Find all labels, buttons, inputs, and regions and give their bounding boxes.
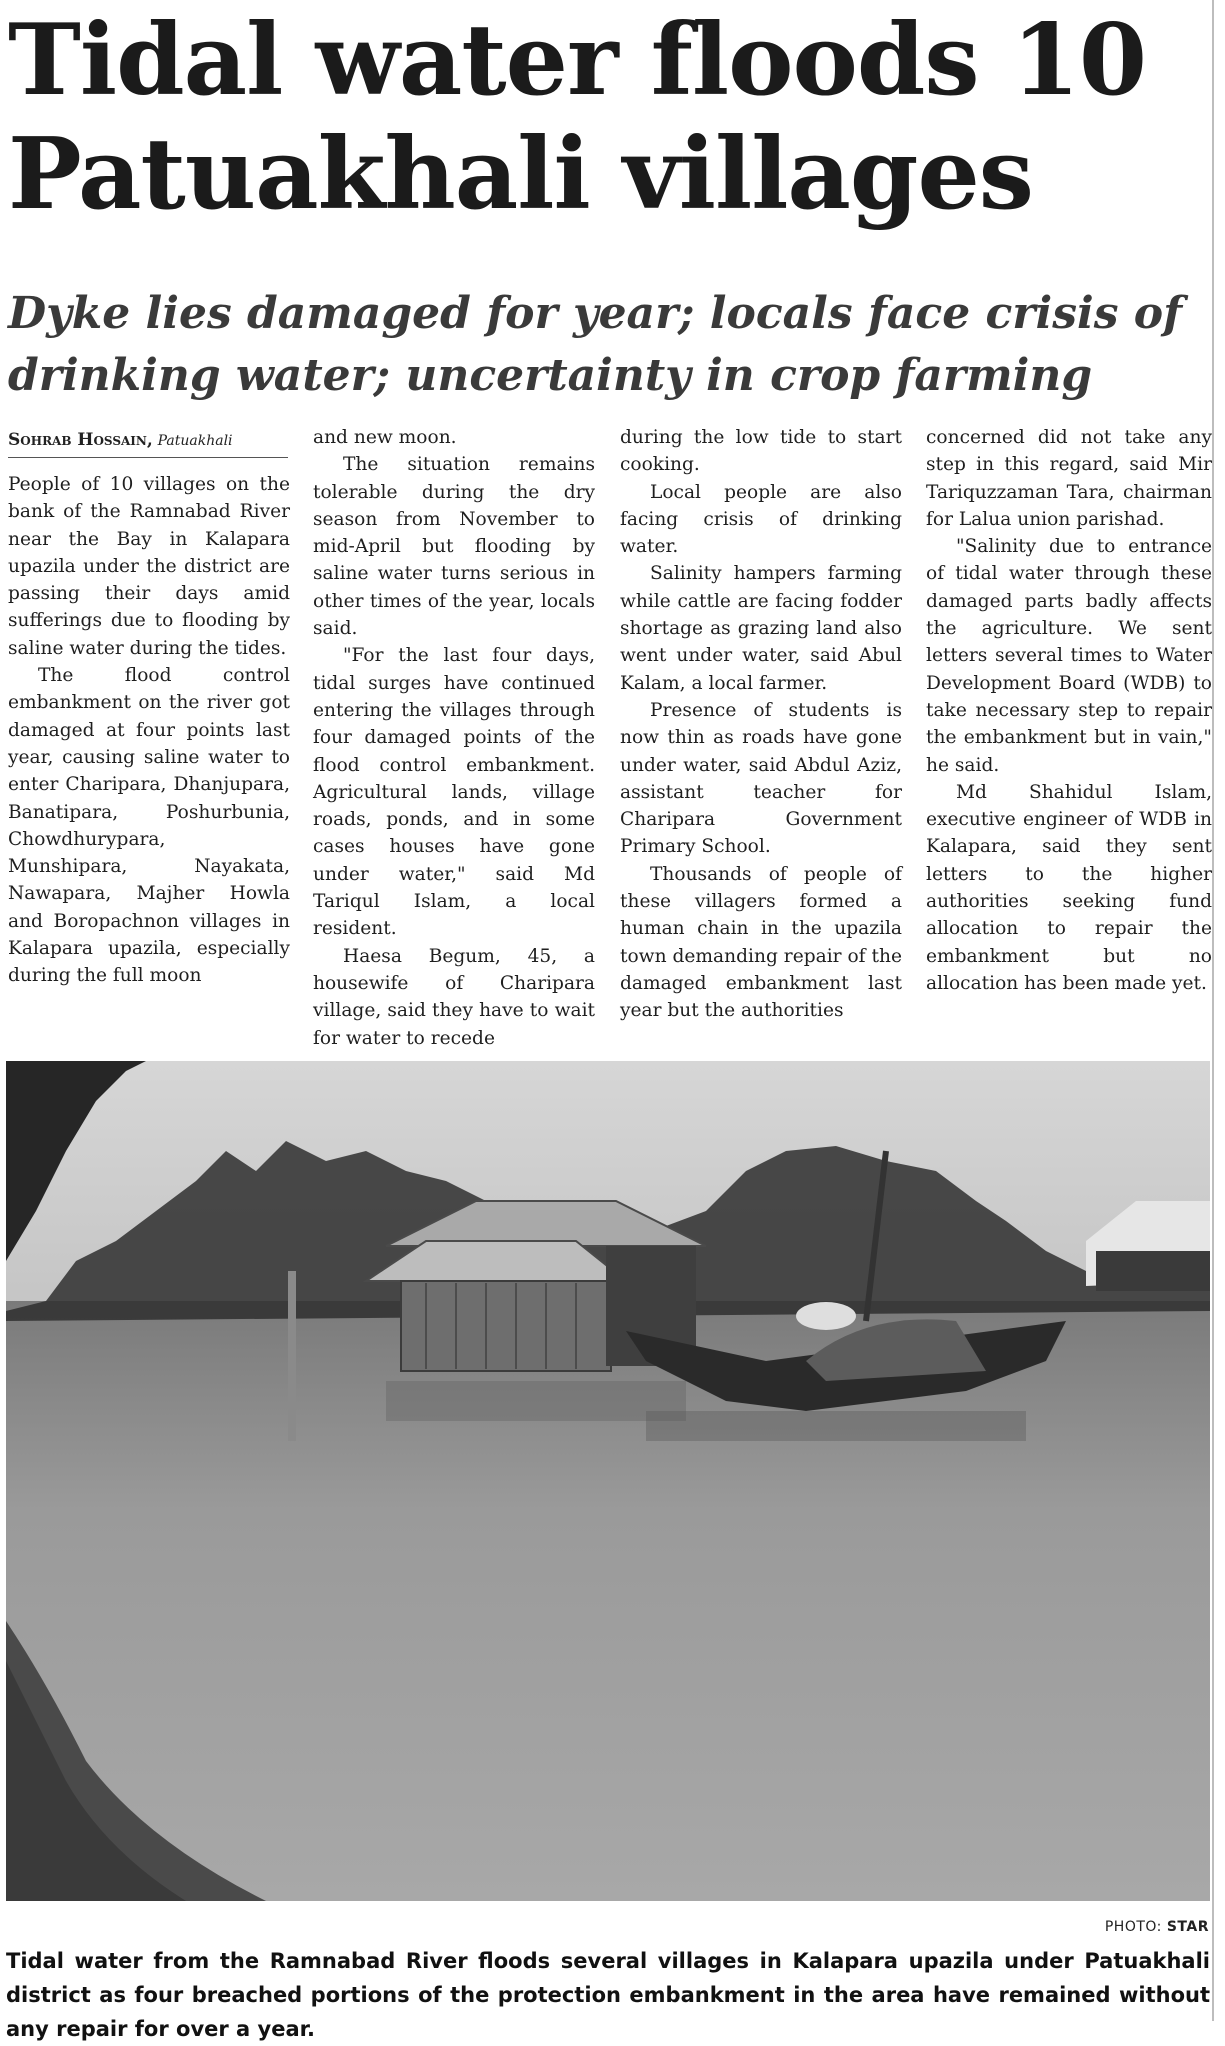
paragraph-continued: and new moon. (313, 427, 457, 448)
article-column-1 (8, 471, 290, 990)
paragraph: Presence of students is now thin as roads have gone under water, said Abdul Aziz, assistant teacher for Charipara Government Primary School. (620, 699, 902, 858)
paragraph: "For the last four days, tidal surges have continued entering the villages through four damaged points of the flood control embankment. Agricultural lands, village roads, ponds, and in some cases houses have gone under water," said Md Tariqul Islam, a local resident. (313, 645, 595, 940)
boat-reflection (646, 1411, 1026, 1441)
byline-location: Patuakhali (157, 433, 233, 449)
flood-scene-illustration (6, 1061, 1210, 1901)
photo-credit-label: PHOTO: (1104, 1919, 1162, 1935)
distant-shed (1096, 1251, 1210, 1291)
photo-credit-source: STAR (1166, 1919, 1209, 1935)
hut-wall (401, 1281, 611, 1371)
paragraph: Salinity hampers farming while cattle are facing fodder shortage as grazing land also went under water, said Abul Kalam, a local farmer. (620, 563, 902, 694)
paragraph: Md Shahidul Islam, executive engineer of WDB in Kalapara, said they sent letters to the higher authorities seeking fund allocation to repair the embankment but no allocation has been made yet. (926, 781, 1212, 994)
paragraph: Haesa Begum, 45, a housewife of Charipara village, said they have to wait for water to recede (313, 945, 595, 1049)
paragraph-continued: concerned did not take any step in this regard, said Mir Tariquzzaman Tara, chairman for Lalua union parishad. (926, 427, 1212, 530)
paragraph-continued: during the low tide to start cooking. (620, 427, 902, 476)
deck-subheadline: Dyke lies damaged for year; locals face crisis of drinking water; uncertainty in crop farming (8, 288, 1183, 401)
wooden-post (288, 1271, 296, 1441)
page-edge-rule (1212, 0, 1214, 2021)
photo-credit (1105, 1919, 1209, 1935)
article-column-4 (926, 424, 1212, 997)
article-column-2 (313, 424, 595, 1052)
byline-author: Sohrab Hossain, (8, 430, 153, 450)
byline (8, 428, 288, 458)
cloth-bundle (796, 1302, 856, 1330)
paragraph: The situation remains tolerable during the dry season from November to mid-April but flooding by saline water turns serious in other times of the year, locals said. (313, 454, 595, 640)
photo-caption: Tidal water from the Ramnabad River floods several villages in Kalapara upazila under Patuakhali district as four breached portions of the protection embankment in the area have remained without any repair for over a year. (6, 1949, 1210, 2041)
paragraph: People of 10 villages on the bank of the Ramnabad River near the Bay in Kalapara upazila under the district are passing their days amid sufferings due to flooding by saline water during the tides. (8, 474, 290, 659)
paragraph: "Salinity due to entrance of tidal water through these damaged parts badly affects the agriculture. We sent letters several times to Water Development Board (WDB) to take necessary step to repair the embankment but in vain," he said. (926, 536, 1212, 776)
paragraph: Thousands of people of these villagers formed a human chain in the upazila town demanding repair of the damaged embankment last year but the authorities (620, 863, 902, 1022)
headline: Tidal water floods 10 Patuakhali villages (8, 3, 1147, 232)
article-column-3 (620, 424, 902, 1025)
paragraph: Local people are also facing crisis of drinking water. (620, 481, 902, 558)
paragraph: The flood control embankment on the river got damaged at four points last year, causing saline water to enter Charipara, Dhanjupara, Banatipara, Poshurbunia, Chowdhurypara, Munshipara, Nayakata, Nawapara, Majher Howla and Boropachnon villages in Kalapara upazila, especially during the full moon (8, 665, 290, 987)
hut-reflection (386, 1381, 686, 1421)
flood-photo (6, 1061, 1210, 1901)
